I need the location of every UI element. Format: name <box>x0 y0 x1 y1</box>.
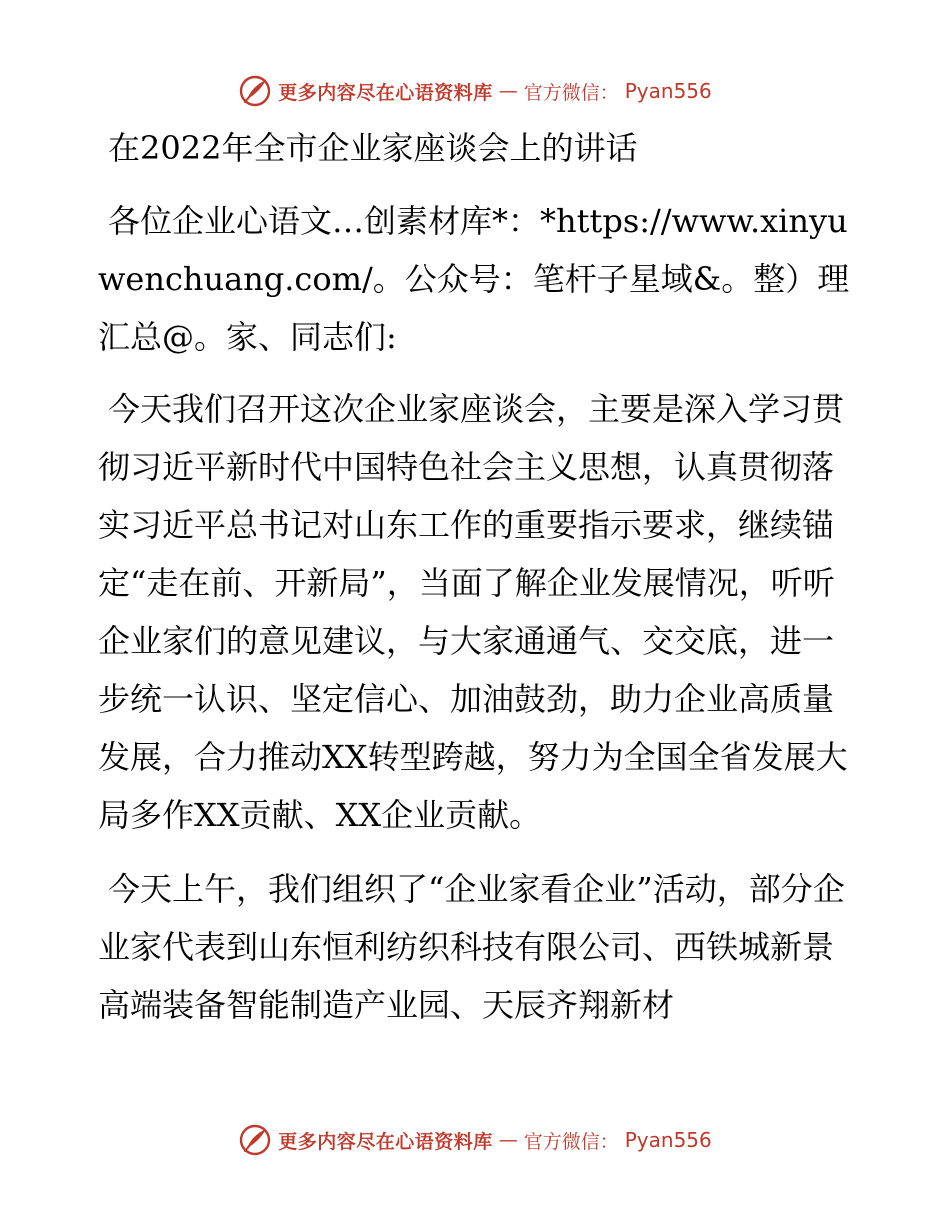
feather-pen-icon <box>238 1123 272 1157</box>
document-body <box>98 122 852 1034</box>
document-title: 在2022年全市企业家座谈会上的讲话 <box>108 129 638 167</box>
watermark-wechat-label: 官方微信： <box>523 81 619 104</box>
body-paragraph-2 <box>98 860 852 1034</box>
header-watermark-banner <box>0 71 950 111</box>
watermark-wechat-id: Pyan556 <box>624 1128 712 1152</box>
watermark-text: 更多内容尽在心语资料库 <box>278 81 493 104</box>
watermark-wechat-label: 官方微信： <box>523 1130 619 1153</box>
greeting-text: 各位企业心语文…创素材库*：*https://www.xinyuwenchuang.com/。公众号：笔杆子星域&。整）理汇总@。家、同志们: <box>98 202 850 356</box>
greeting-paragraph <box>98 192 852 366</box>
paragraph-text: 今天上午，我们组织了“企业家看企业”活动，部分企业家代表到山东恒利纺织科技有限公司、西铁城新景高端装备智能制造产业园、天辰齐翔新材 <box>98 870 845 1024</box>
body-paragraph-1 <box>98 380 852 844</box>
watermark-separator: — <box>498 1129 518 1151</box>
watermark-separator: — <box>498 80 518 102</box>
watermark-wechat-id: Pyan556 <box>624 79 712 103</box>
footer-watermark-banner <box>0 1120 950 1160</box>
paragraph-text: 今天我们召开这次企业家座谈会，主要是深入学习贯彻习近平新时代中国特色社会主义思想，认真贯彻落实习近平总书记对山东工作的重要指示要求，继续锚定“走在前、开新局”，当面了解企业发展情况，听听企业家们的意见建议，与大家通通气、交交底，进一步统一认识、坚定信心、加油鼓劲，助力企业高质量发展，合力推动XX转型跨越，努力为全国全省发展大局多作XX贡献、XX企业贡献。 <box>98 390 848 834</box>
feather-pen-icon <box>238 74 272 108</box>
watermark-text: 更多内容尽在心语资料库 <box>278 1130 493 1153</box>
